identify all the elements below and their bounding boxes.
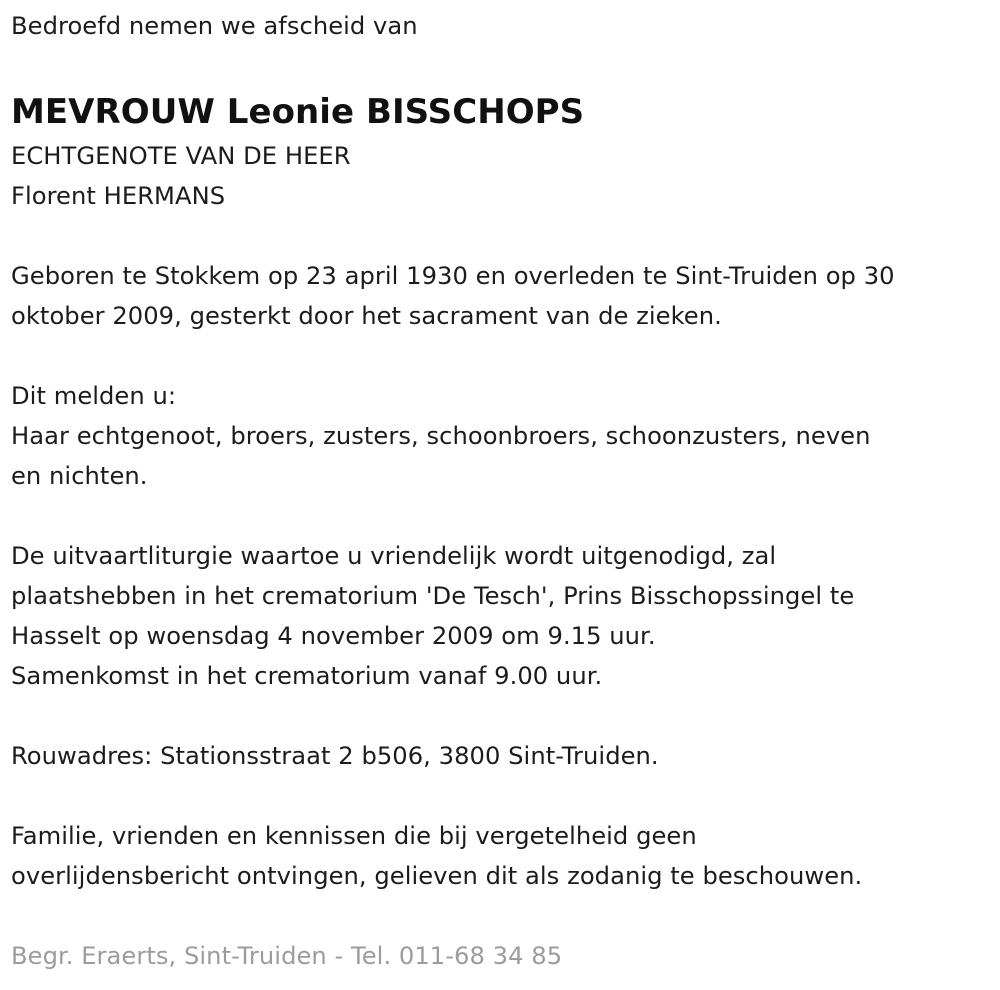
funeral-director-footer: Begr. Eraerts, Sint-Truiden - Tel. 011-68 34 85: [11, 942, 563, 970]
birth-death-line-2: oktober 2009, gesterkt door het sacrament van de zieken.: [11, 302, 722, 330]
closing-line-1: Familie, vrienden en kennissen die bij vergetelheid geen: [11, 822, 697, 850]
spacer: [11, 896, 986, 936]
spacer: [11, 776, 986, 816]
death-notice: [11, 6, 986, 976]
family-line-1: Haar echtgenoot, broers, zusters, schoonbroers, schoonzusters, neven: [11, 422, 871, 450]
closing-line-2: overlijdensbericht ontvingen, gelieven dit als zodanig te beschouwen.: [11, 862, 863, 890]
intro-text: Bedroefd nemen we afscheid van: [11, 12, 418, 40]
birth-death-line-1: Geboren te Stokkem op 23 april 1930 en overleden te Sint-Truiden op 30: [11, 262, 895, 290]
spacer: [11, 46, 986, 86]
deceased-name: MEVROUW Leonie BISSCHOPS: [11, 92, 585, 132]
spacer: [11, 216, 986, 256]
spouse-name: Florent HERMANS: [11, 182, 226, 210]
liturgy-line-1: De uitvaartliturgie waartoe u vriendelijk wordt uitgenodigd, zal: [11, 542, 777, 570]
spacer: [11, 336, 986, 376]
liturgy-line-3: Hasselt op woensdag 4 november 2009 om 9.15 uur.: [11, 622, 656, 650]
mourning-address: Rouwadres: Stationsstraat 2 b506, 3800 Sint-Truiden.: [11, 742, 659, 770]
family-line-2: en nichten.: [11, 462, 148, 490]
spacer: [11, 496, 986, 536]
announce-label: Dit melden u:: [11, 382, 177, 410]
relation-text: ECHTGENOTE VAN DE HEER: [11, 142, 351, 170]
spacer: [11, 696, 986, 736]
liturgy-line-2: plaatshebben in het crematorium 'De Tesch', Prins Bisschopssingel te: [11, 582, 855, 610]
gathering-text: Samenkomst in het crematorium vanaf 9.00 uur.: [11, 662, 603, 690]
